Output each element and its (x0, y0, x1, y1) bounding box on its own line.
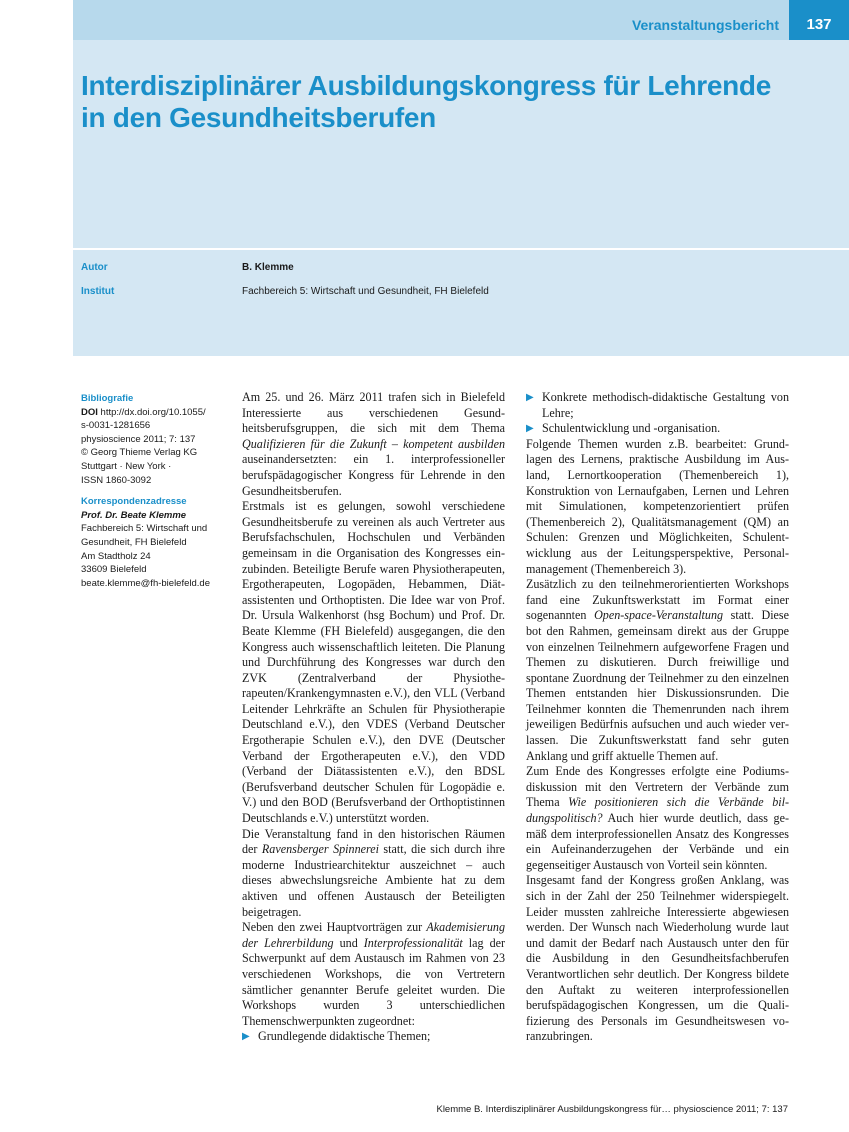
text-run: Zusätzlich zu den teilnehmerorientierten Workshops fand eine Zukunftswerkstatt im Format einer sogenannten (526, 577, 789, 623)
contact-name: Prof. Dr. Beate Klemme (81, 509, 187, 521)
paragraph (242, 920, 505, 1029)
text-run: auseinandersetzten: ein 1. interprofessioneller berufspädagogischer Kongress für Lehrende in den Gesundheitsberufen. (242, 452, 505, 498)
bullet-arrow-icon: ▶ (242, 1031, 250, 1043)
title-line-1: Interdisziplinärer Ausbildungskongress für Lehrende (81, 70, 772, 101)
bullet-arrow-icon: ▶ (526, 423, 534, 435)
issn: ISSN 1860-3092 (81, 474, 152, 486)
article-title (81, 70, 801, 134)
bullet-text: Konkrete methodisch-didaktische Gestaltung von Lehre; (542, 390, 789, 420)
emphasis: Interprofessionalität (363, 935, 463, 950)
bullet-arrow-icon: ▶ (526, 392, 534, 403)
institute-name: Fachbereich 5: Wirtschaft und Gesundheit, FH Bielefeld (242, 286, 489, 297)
text-run: statt, die sich durch ihre moderne Industriearchitektur auszeichnet – auch dieses abwechslungsreiche Ambiente hat zu dem aktiven und offenen Austausch der Beteiligten beigetragen. (242, 842, 506, 919)
emphasis: Akademisierung der Lehrerbildung (242, 920, 505, 950)
page-footer: Klemme B. Interdisziplinärer Ausbildungskongress für… physioscience 2011; 7: 137 (436, 1104, 788, 1115)
emphasis: Wie positionieren sich die Verbände bildungspolitisch? (526, 795, 789, 826)
text-run: Auch hier wurde deutlich, dass gemäß dem interprofessionellen Ansatz des Kongresses ein Aufeinanderzugehen der Verbände und ein gegenseitiger Austausch von Vorteil sein könnten. (526, 811, 789, 872)
paragraph: Insgesamt fand der Kongress großen Anklang, was sich in der Zahl der 250 Teilnehmer widerspiegelt. Leider mussten zahlreiche Interessierte abgewiesen werden. Der Wunsch nach Wiederholung wurde laut und damit der Bedarf nach Austausch unter den für die Ausbildung in den Gesundheitsfachberufen Verantwortlichen sehr deutlich. Der Kongress bildete den Auftakt zu weiteren interprofessionellen berufspädagogischen Kongressen, um die Qualifizierung des Personals im Gesundheitswesen voranzubringen. (526, 873, 789, 1044)
sidebar (81, 392, 231, 590)
bullet-item (242, 1029, 505, 1045)
contact-line-1: Fachbereich 5: Wirtschaft und (81, 523, 208, 535)
text-run: Neben den zwei Hauptvorträgen zur (242, 920, 427, 935)
text-run: statt. Diese bot den Rahmen, gemeinsam direkt aus der Gruppe von einzelnen Teilnehmern aufgeworfene Fragen und Themen zu diskutieren. Durch freiwillige und spontane Zuordnung der Teilnehmer zu den einzelnen Themen entstanden hier Diskussionsrunden. Die Teilnehmer konnten die Themenrunden nach ihrem jeweiligen Bedürfnis aufsuchen und auch wieder verlassen. Die Zukunftswerkstatt fand sehr guten Anklang und griff aktuelle Themen auf. (526, 608, 789, 763)
contact-line-3: Am Stadtholz 24 (81, 550, 151, 562)
author-name: B. Klemme (242, 262, 294, 273)
paragraph (242, 390, 505, 499)
text-run: Am 25. und 26. März 2011 trafen sich in Bielefeld Interessierte aus verschiedenen Gesundheitsberufsgruppen, die sich mit dem Thema (242, 390, 505, 436)
page-number: 137 (789, 0, 849, 40)
paragraph: Folgende Themen wurden z.B. bearbeitet: Grundlagen des Lernens, praktische Ausbildung im Ausland, Lernortkooperation (Themenbereich 1), Konstruktion von Lernaufgaben, Lernen und Lehren mit Simulationen, kompetenzorientiert prüfen (Themenbereich 2), Qualitätsmanagement (QM) an Schulen: Grenzen und Möglichkeiten, Schulentwicklung aus der Leitungsperspektive, Personalmanagement (Themenbereich 3). (526, 436, 789, 576)
publisher-place: Stuttgart · New York · (81, 460, 172, 472)
doi-label: DOI (81, 406, 98, 418)
bullet-item (526, 390, 789, 421)
header-band (73, 0, 849, 356)
emphasis: Ravensberger Spinnerei (261, 842, 379, 857)
section-label: Veranstaltungsbericht (631, 17, 779, 33)
bullet-item (526, 421, 789, 437)
bullet-text: Grundlegende didaktische Themen; (258, 1029, 431, 1044)
bibliography-heading: Bibliografie (81, 393, 134, 404)
text-run: Zum Ende des Kongresses erfolgte eine Podiumsdiskussion mit den Vertretern der Verbände zum Thema (526, 764, 789, 810)
doi-line (81, 406, 231, 420)
author-label: Autor (81, 262, 108, 273)
contact-heading: Korrespondenzadresse (81, 496, 187, 508)
text-run: lag der Schwerpunkt auf dem Austausch im Rahmen von 23 verschiedenen Workshops, die von Vertretern sämtlicher genannter Berufe geleitet wurden. Die Workshops wurden 3 unterschiedlichen Themenschwerpunkten zugeordnet: (242, 935, 506, 1028)
paragraph (526, 577, 789, 764)
header-divider (73, 248, 849, 250)
title-line-2: in den Gesundheitsberufen (81, 102, 436, 133)
paragraph (526, 764, 789, 873)
journal-citation: physioscience 2011; 7: 137 (81, 433, 196, 445)
emphasis: Qualifizieren für die Zukunft – kompetent ausbilden (242, 436, 505, 451)
body-column-2 (526, 390, 789, 1045)
doi-line-2: s-0031-1281656 (81, 420, 151, 432)
text-run: Die Veranstaltung fand in den historischen Räumen der (242, 826, 505, 857)
contact-line-2: Gesundheit, FH Bielefeld (81, 536, 187, 548)
copyright: © Georg Thieme Verlag KG (81, 447, 198, 459)
contact-line-4: 33609 Bielefeld (81, 564, 147, 576)
bullet-text: Schulentwicklung und -organisation. (542, 421, 721, 436)
doi-link[interactable]: http://dx.doi.org/10.1055/ (100, 406, 206, 418)
institute-label: Institut (81, 286, 115, 297)
paragraph: Erstmals ist es gelungen, sowohl verschiedene Gesundheitsberufe zu vereinen als auch Vertreter aus Berufsfachschulen, Hochschulen und Verbänden gemeinsam in die Organisation des Kongresses einzubinden. Beteiligte Berufe waren Physiotherapeuten, Ergotherapeuten, Logopäden, Hebammen, Diätassistenten und Orthoptisten. Die Idee war von Prof. Dr. Ursula Walkenhorst (hsg Bochum) und Prof. Dr. Beate Klemme (FH Bielefeld) ausgegangen, die den Kongress auch wissenschaftlich leiteten. Die Planung und Durchführung des Kongresses war durch den ZVK (Zentralverband der Physiotherapeuten/Krankengymnasten e.V.), den VLL (Verband Leitender Lehrkräfte an Schulen für Physiotherapie Deutschland e.V.), den VDES (Verband Deutscher Ergotherapie Schulen e.V.), den DVE (Deutscher Verband der Ergotherapeuten e.V.), den VDD (Verband der Diätassistenten e.V.), den BDSL (Berufsverband deutscher Schulen für Logopädie e. V.) und den BOD (Berufsverband der Orthoptistinnen Deutschlands e.V.) unterstützt worden. (242, 499, 505, 826)
emphasis: Open-space-Veranstaltung (594, 608, 724, 623)
contact-email[interactable]: beate.klemme@fh-bielefeld.de (81, 577, 210, 589)
body-column-1 (242, 390, 505, 1045)
paragraph (242, 827, 505, 921)
text-run: und (333, 935, 364, 950)
